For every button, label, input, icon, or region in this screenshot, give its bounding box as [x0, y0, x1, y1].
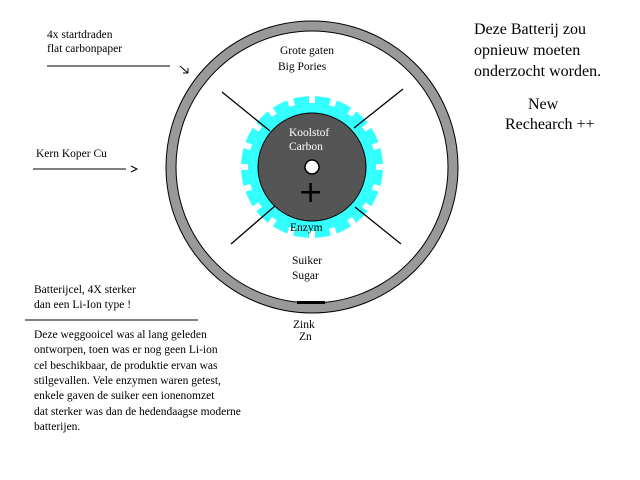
pore-notch — [376, 164, 384, 170]
core-arrow-icon — [131, 166, 137, 172]
paragraph-line: enkele gaven de suiker een ionenomzet — [34, 390, 215, 403]
pore-notch — [309, 95, 315, 103]
zinc-negative-terminal — [297, 301, 325, 304]
enzyme-label: Enzym — [290, 222, 323, 234]
pores-label-nl: Grote gaten — [280, 45, 334, 57]
pore-notch — [240, 164, 248, 170]
research-note-line2: opnieuw moeten — [474, 42, 581, 59]
carbon-label-nl: Koolstof — [289, 127, 330, 139]
pores-label-en: Big Pories — [278, 61, 327, 73]
zinc-label-nl: Zink — [293, 319, 315, 331]
zinc-label-en: Zn — [299, 331, 312, 343]
strands-label-line2: flat carbonpaper — [47, 43, 123, 55]
sugar-label-nl: Suiker — [292, 255, 323, 267]
paragraph-line: batterijen. — [34, 420, 81, 433]
paragraph-line: stilgevallen. Vele enzymen waren getest, — [34, 374, 221, 387]
carbon-label-en: Carbon — [289, 141, 323, 153]
paragraph-line: dat sterker was dan de hedendaagse moderne — [34, 405, 241, 418]
research-note-line3: onderzocht worden. — [474, 63, 602, 80]
paragraph-line: ontworpen, toen was er nog geen Li-ion — [34, 344, 218, 357]
paragraph-line: cel beschikbaar, de produktie ervan was — [34, 359, 218, 372]
sugar-label-en: Sugar — [292, 270, 319, 282]
strands-arrow-icon — [180, 66, 188, 73]
core-label: Kern Koper Cu — [36, 148, 107, 160]
cell-note-line1: Batterijcel, 4X sterker — [34, 284, 136, 296]
copper-core — [305, 160, 319, 174]
strands-label-line1: 4x startdraden — [47, 29, 113, 41]
research-note-line1: Deze Batterij zou — [474, 21, 586, 38]
cell-note-line2: dan een Li-Ion type ! — [34, 299, 132, 311]
research-plus-note: Rechearch ++ — [505, 116, 595, 133]
paragraph-line: Deze weggooicel was al lang geleden — [34, 329, 207, 341]
new-note: New — [528, 96, 559, 113]
plus-sign: + — [298, 175, 324, 210]
